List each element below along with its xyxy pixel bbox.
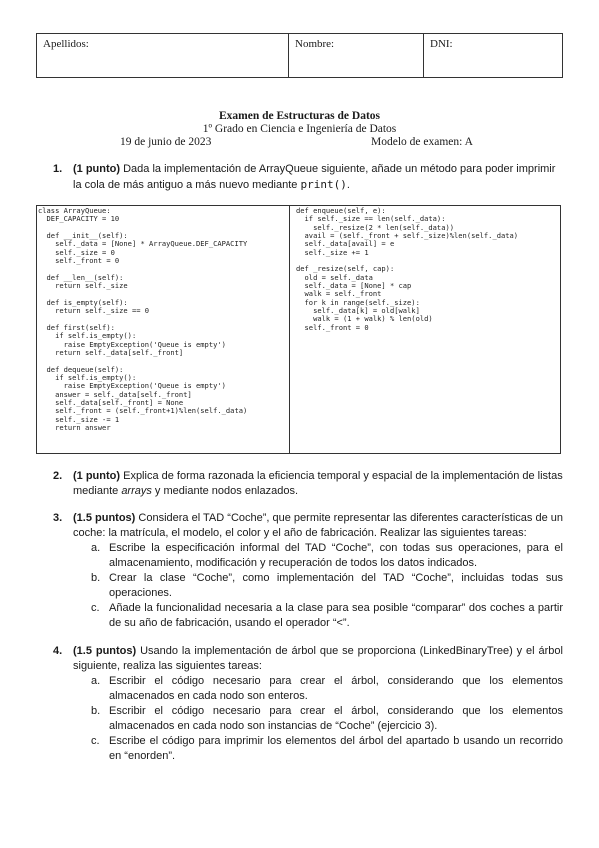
question-text <box>73 162 563 193</box>
exam-model: Modelo de examen: A <box>371 136 473 148</box>
code-right-column: def enqueue(self, e): if self._size == len(self._data): self._resize(2 * len(self._data)) avail = (self._front + self._size)%len(self._data) self._data[avail] = e self._size += 1 def _resize(self, cap): old = self._data self._data = [None] * cap walk = self._front for k in range(self._size): self._data[k] = old[walk] walk = (1 + walk) % len(old) self._front = 0 <box>296 206 519 332</box>
item-letter: a. <box>91 542 101 554</box>
item-text: Crear la clase “Coche”, como implementación del TAD “Coche”, incluidas todas sus operaciones. <box>109 572 563 599</box>
points: (1.5 puntos) <box>73 645 137 657</box>
question-text <box>73 644 563 674</box>
item-letter: c. <box>91 735 100 747</box>
question-text <box>73 511 563 541</box>
exam-date: 19 de junio de 2023 <box>120 136 212 148</box>
text-b: y mediante nodos enlazados. <box>151 485 299 497</box>
item-letter: a. <box>91 675 101 687</box>
nombre-cell[interactable] <box>289 34 424 77</box>
text-b: . <box>346 179 350 191</box>
item-letter: b. <box>91 572 101 584</box>
text-a: Explica de forma razonada la eficiencia temporal y espacial de la implementación de listas mediante <box>73 470 563 497</box>
question-number: 2. <box>53 470 63 482</box>
points: (1.5 puntos) <box>73 512 136 524</box>
points: (1 punto) <box>73 163 121 175</box>
italic-word: arrays <box>121 485 152 497</box>
item-letter: b. <box>91 705 101 717</box>
dni-label: DNI: <box>430 38 453 50</box>
exam-title: Examen de Estructuras de Datos <box>219 110 380 122</box>
nombre-label: Nombre: <box>295 38 335 50</box>
item-text: Añade la funcionalidad necesaria a la clase para sea posible “comparar” dos coches a partir de su año de fabricación, usando el operador “<”. <box>109 602 563 629</box>
points: (1 punto) <box>73 470 121 482</box>
student-info-table <box>36 33 563 78</box>
question-number: 4. <box>53 645 63 657</box>
text: Considera el TAD “Coche”, que permite representar las diferentes características de un coche: la matrícula, el modelo, el color y el año de fabricación. Realizar las siguientes tareas: <box>73 512 563 539</box>
item-text: Escribe el código para imprimir los elementos del árbol del apartado b usando un recorrido en “enorden”. <box>109 735 563 762</box>
code-listing <box>36 205 561 454</box>
question-number: 1. <box>53 163 63 175</box>
apellidos-cell[interactable] <box>37 34 289 77</box>
question-number: 3. <box>53 512 63 524</box>
code-inline: print() <box>300 178 347 191</box>
question-text <box>73 469 563 499</box>
item-text: Escribir el código necesario para crear el árbol, considerando que los elementos almacenados en cada nodo son instancias de “Coche” (ejercicio 3). <box>109 705 563 732</box>
item-letter: c. <box>91 602 100 614</box>
column-divider <box>289 206 290 453</box>
code-left-column: class ArrayQueue: DEF_CAPACITY = 10 def __init__(self): self._data = [None] * ArrayQueue.DEF_CAPACITY self._size = 0 self._front = 0 def __len__(self): return self._size def is_empty(self): return self._size == 0 def first(self): if self.is_empty(): raise EmptyException('Queue is empty') return self._data[self._front] def dequeue(self): if self.is_empty(): raise EmptyException('Queue is empty') answer = self._data[self._front] self._data[self._front] = None self._front = (self._front+1)%len(self._data) self._size -= 1 return answer <box>38 206 248 432</box>
apellidos-label: Apellidos: <box>43 38 89 50</box>
text-a: Dada la implementación de ArrayQueue siguiente, añade un método para poder imprimir la cola de más antiguo a más nuevo mediante <box>73 163 556 191</box>
text: Usando la implementación de árbol que se proporciona (LinkedBinaryTree) y el árbol siguiente, realiza las siguientes tareas: <box>73 645 563 672</box>
degree-line: 1º Grado en Ciencia e Ingeniería de Datos <box>202 123 397 135</box>
dni-cell[interactable] <box>424 34 562 77</box>
item-text: Escribe la especificación informal del TAD “Coche”, con todas sus operaciones, para el almacenamiento, modificación y recuperación de todos los datos indicados. <box>109 542 563 569</box>
item-text: Escribir el código necesario para crear el árbol, considerando que los elementos almacenados en cada nodo son enteros. <box>109 675 563 702</box>
